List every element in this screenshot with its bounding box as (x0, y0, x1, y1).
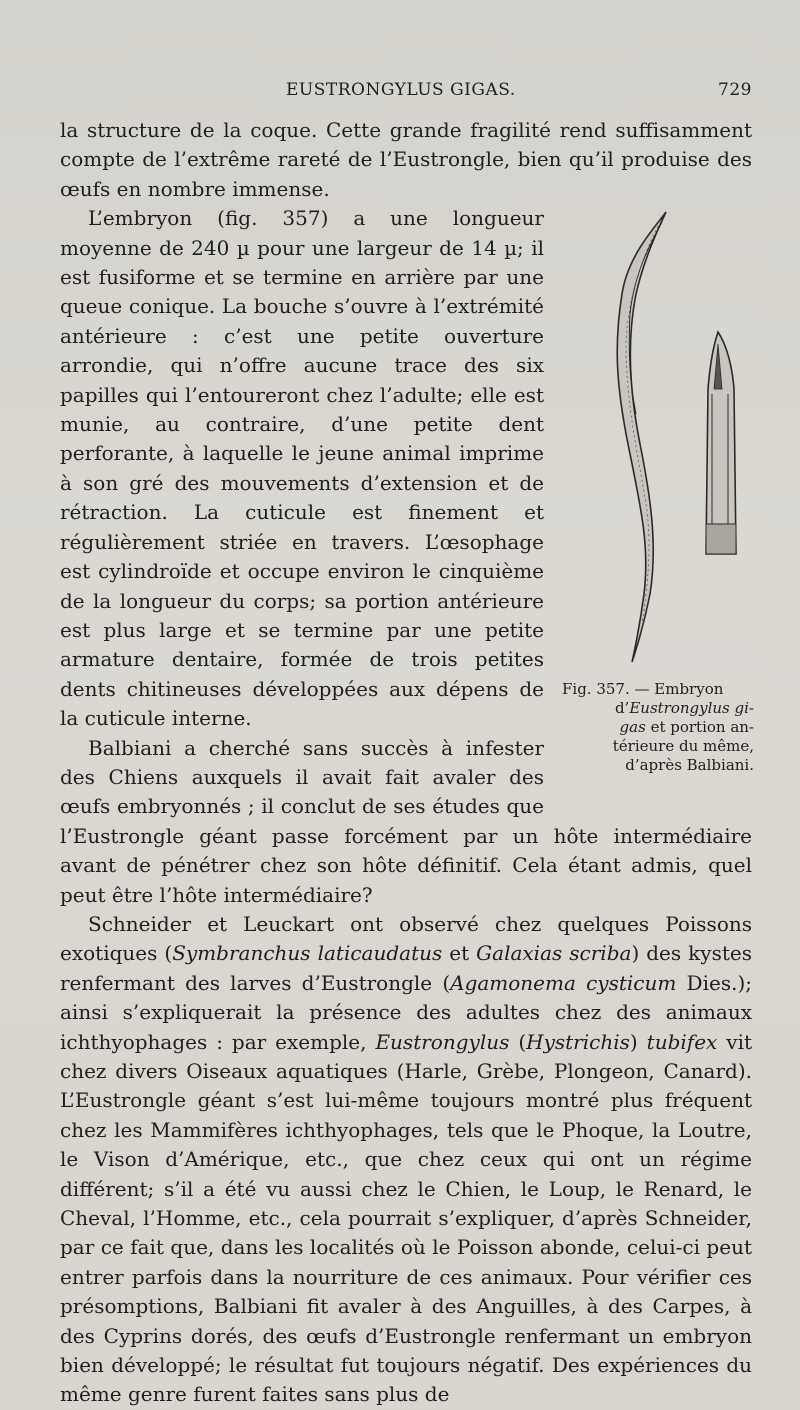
page-number: 729 (718, 80, 752, 100)
embryo-body (617, 212, 666, 662)
text-run: Dies.); ainsi s’expliquerait la présence des adultes chez des animaux ichthyophages : par exemple, (60, 970, 752, 1054)
text-run: ) des kystes renfermant des larves d’Eustrongle ( (60, 941, 752, 995)
caption-prefix: d’ (614, 699, 630, 718)
paragraph: Balbiani a cherché sans succès à infester des Chiens auxquels il avait fait avaler des œufs embryonnés ; il conclut de ses études que l’Eustrongle géant passe forcément par un hôte intermédiaire avant de pénétrer chez son hôte définitif. Cela étant admis, quel peut être l’hôte intermédiaire? (60, 735, 752, 907)
embryo-illustration (558, 204, 758, 674)
text-run: ( (509, 1029, 527, 1054)
text-run: ) (629, 1029, 647, 1054)
figure-caption (562, 680, 754, 775)
running-title: EUSTRONGYLUS GIGAS. (286, 80, 516, 100)
figure-357 (558, 204, 758, 809)
caption-species-end: gas (619, 718, 646, 737)
caption-label: Fig. 357. — Embryon (562, 680, 724, 699)
paragraph: la structure de la coque. Cette grande fragilité rend suffisamment compte de l’extrême rareté de l’Eustrongle, bien qu’il produise des œufs en nombre immense. (60, 118, 752, 201)
caption-line-5: d’après Balbiani. (625, 756, 754, 775)
caption-species: Eustrongylus gi- (629, 699, 754, 718)
caption-line-3 (562, 718, 754, 737)
paragraph (60, 910, 752, 1410)
paragraph: L’embryon (fig. 357) a une longueur moyenne de 240 µ pour une largeur de 14 µ; il est fusiforme et se termine en arrière par une queue conique. La bouche s’ouvre à l’extrémité antérieure : c’est une petite ouverture arrondie, qui n’offre aucune trace des six papilles qui l’entoureront chez l’adulte; elle est munie, au contraire, d’une petite dent perforante, à laquelle le jeune animal imprime à son gré des mouvements d’extension et de rétraction. La cuticule est finement et régulièrement striée en travers. L’œsophage est cylindroïde et occupe environ le cinquième de la longueur du corps; sa portion antérieure est plus large et se termine par une petite armature dentaire, formée de trois petites dents chitineuses développées aux dépens de la cuticule interne. (60, 206, 544, 731)
species-name: Eustrongylus (375, 1029, 510, 1054)
text-run: vit chez divers Oiseaux aquatiques (Harle, Grèbe, Plongeon, Canard). L’Eustrongle géant s’est lui-même toujours montré plus fréquent chez les Mammifères ichthyophages, tels que le Phoque, la Loutre, le Vison d’Amérique, etc., que chez ceux qui ont un régime différent; s’il a été vu aussi chez le Chien, le Loup, le Renard, le Cheval, l’Homme, etc., cela pourrait s’expliquer, d’après Schneider, par ce fait que, dans les localités où le Poisson abonde, celui-ci peut entrer parfois dans la nourriture de ces animaux. Pour vérifier ces présomptions, Balbiani fit avaler à des Anguilles, à des Carpes, à des Cyprins dorés, des œufs d’Eustrongle renfermant un embryon bien développé; le résultat fut toujours négatif. Des expériences du même genre furent faites sans plus de (60, 1029, 753, 1407)
caption-line-4: térieure du même, (612, 737, 754, 756)
text-run: Schneider et Leuckart ont observé chez quelques Poissons exotiques ( (60, 911, 752, 966)
species-name: Agamonema cysticum (450, 970, 677, 995)
caption-mid: et portion an- (645, 718, 754, 737)
species-name: Symbranchus laticaudatus (172, 941, 443, 966)
running-header (60, 80, 752, 110)
anterior-base (706, 524, 736, 554)
caption-line-2 (562, 699, 754, 718)
body-text (60, 116, 752, 1410)
species-name: Hystrichis (526, 1029, 630, 1054)
species-name: Galaxias scriba (476, 941, 632, 966)
text-run: et (442, 941, 477, 966)
anterior-portion (706, 332, 736, 554)
species-name: tubifex (646, 1029, 718, 1054)
